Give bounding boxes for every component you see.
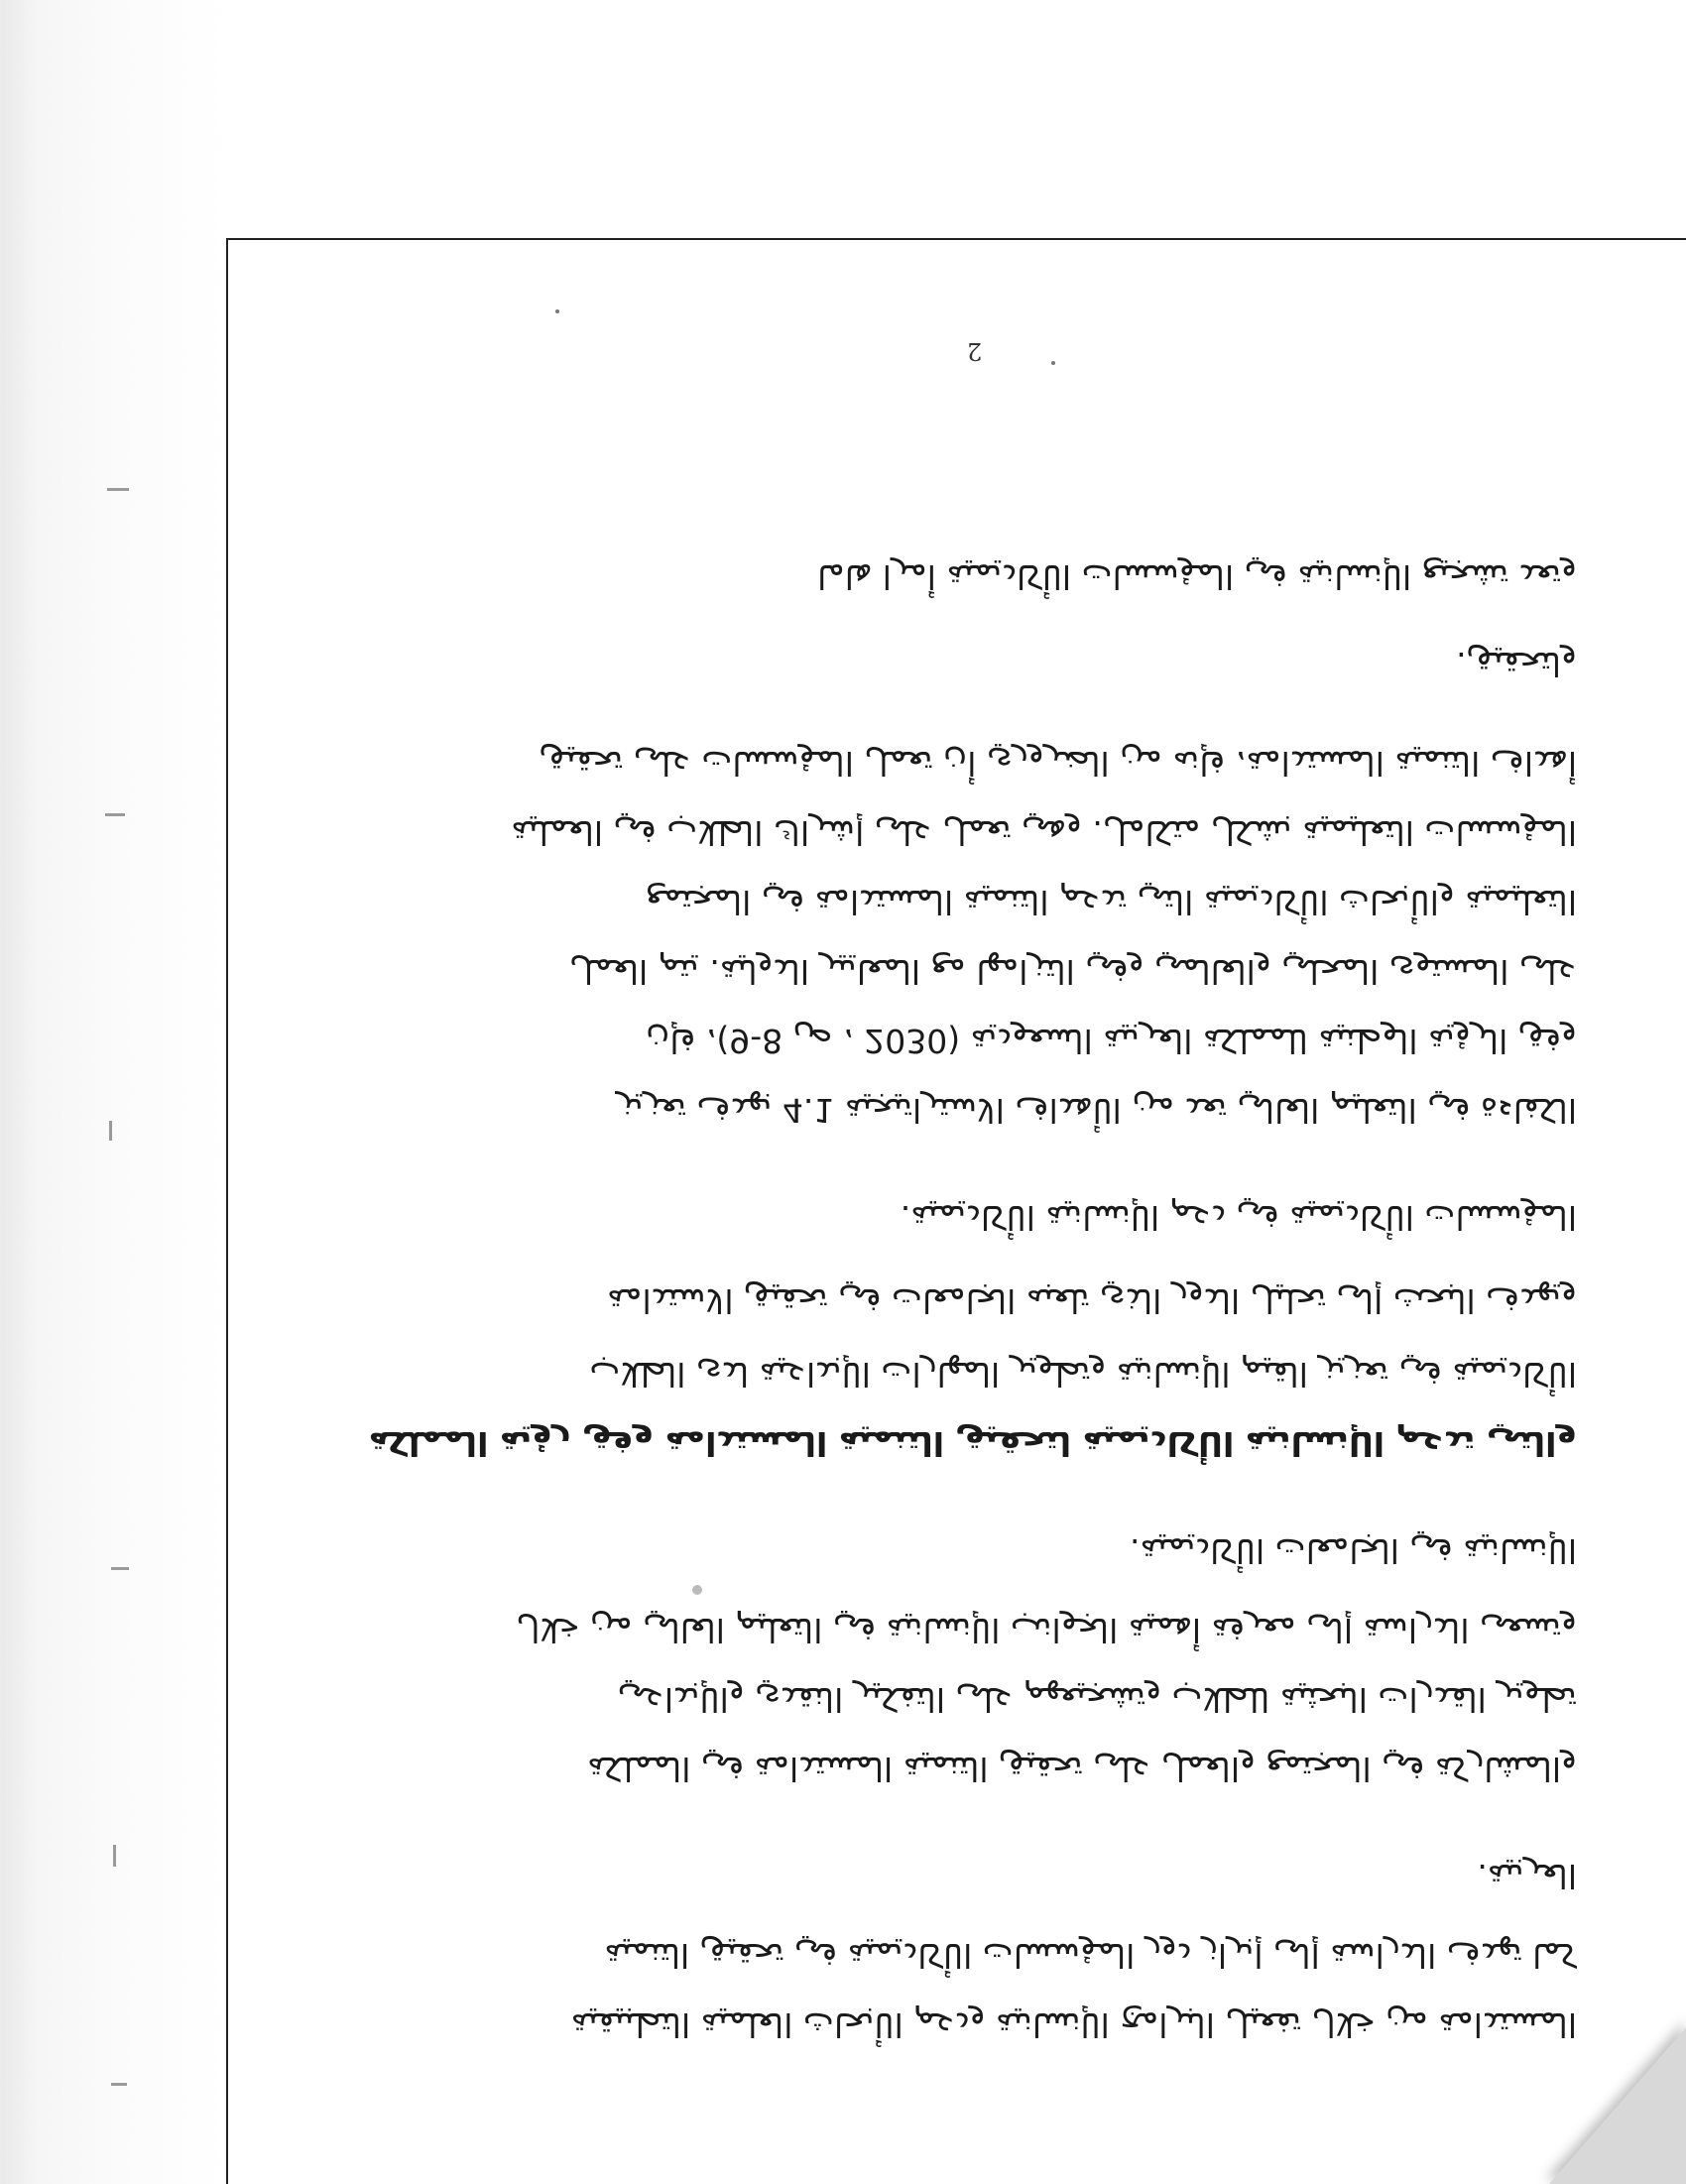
text-line: التعليمية والأبحاث الأكاديمية التي تدعم التنمية المستدامة في المجتمع	[646, 883, 1577, 921]
text-line: الكفاءة في التعليم العالي تعد من الأهداف الاستراتيجية 4.1 بهدف تعزيز	[616, 1091, 1577, 1130]
scan-speck	[692, 1585, 702, 1595]
scan-mark	[111, 1567, 129, 1570]
text-line: الإنسانية في الجامعات الأكاديمية.	[1130, 1531, 1577, 1570]
document-page	[226, 238, 1686, 2184]
text-line: تطوير القدرات البحثية للطلاب وتشجيعهم على التفكير النقدي والإبداعي	[617, 1680, 1577, 1719]
text-line: وتعد تشجيع الإنسانية في المؤسسات الأكاديمية أمرا هاما	[817, 557, 1577, 596]
text-line: العربية.	[1477, 1857, 1577, 1895]
text-line: أهداف التنمية المستدامة، فإنه من الضروري أن تعمل المؤسسات على تحقيق	[539, 744, 1577, 783]
scan-mark	[109, 1121, 112, 1141]
scan-mark	[111, 2083, 127, 2086]
text-line: على المستوى المحلي والعالمي وفي التزامها مع المعايير الدولية. يتم العمل	[569, 952, 1577, 991]
text-line: وتسعى الدراسة إلى معرفة أهمية الجوانب الإنسانية في التعليم العالي من خلال	[516, 1611, 1577, 1649]
text-line: الأكاديمية في تعزيز القيم الإنسانية وتطوير المهارات الإبداعية لدى الطلاب	[589, 1355, 1577, 1394]
scan-speck	[1051, 361, 1055, 365]
text-line: المؤسسات الأكاديمية في دعم الإنسانية الأكاديمية.	[900, 1198, 1577, 1237]
scan-mark	[105, 813, 125, 816]
scan-mark	[113, 1845, 116, 1867]
text-line: ويهدف البحث إلى تحليل الدور الذي تلعبه الجامعات في تحقيق الاستدامة	[607, 1281, 1577, 1320]
text-line: المؤسسات التعليمية بشكل متكامل. وهي تعمل على إشراك الطلاب في العملية	[511, 813, 1577, 852]
text-line: المستدامة من خلال تفعيل البرامج الإنسانية ودعم الأبحاث العلمية التطبيقية	[570, 2005, 1577, 2044]
text-line: كما تهدف الدراسة إلى إبراز دور المؤسسات الأكاديمية في تحقيق التنمية	[604, 1936, 1577, 1975]
scan-mark	[107, 488, 129, 491]
text-line: ولتحقيق.	[1456, 645, 1577, 683]
scan-speck	[555, 309, 559, 313]
text-line: والتي تدعم الإنسانية الأكاديمية لتحقيق التنمية المستدامة وفق رؤية المملكة	[368, 1424, 1577, 1463]
page-corner-fold	[1549, 2025, 1686, 2184]
text-line: والمشاركة في المجتمع والعمل على تحقيق التنمية المستدامة في المملكة	[587, 1750, 1577, 1788]
page-number: 2	[967, 337, 983, 365]
text-line: وفق الرؤية الوطنية للمملكة العربية السعودية (2030 ، ص 8-9)، فإن	[646, 1022, 1577, 1060]
